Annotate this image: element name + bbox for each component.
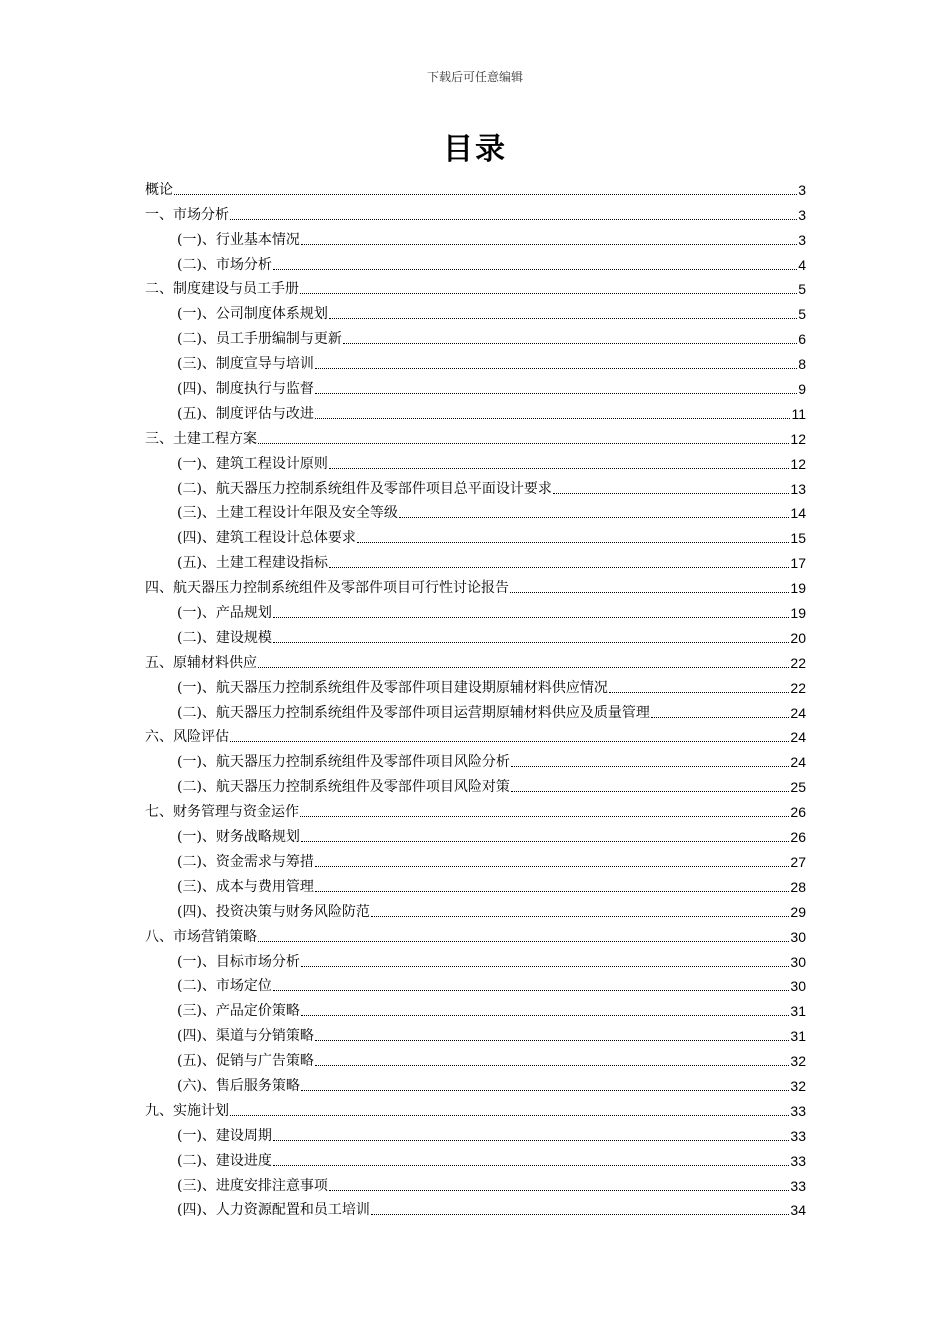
toc-entry[interactable] (145, 771, 806, 796)
toc-entry-title: (一)、目标市场分析 (177, 953, 300, 970)
toc-entry-title: 四、航天器压力控制系统组件及零部件项目可行性讨论报告 (145, 580, 509, 597)
dot-leader (273, 1165, 789, 1166)
toc-entry-title: (二)、航天器压力控制系统组件及零部件项目总平面设计要求 (177, 480, 552, 497)
toc-entry[interactable] (145, 995, 806, 1020)
toc-entry[interactable] (145, 1195, 806, 1220)
dot-leader (371, 916, 789, 917)
dot-leader (315, 891, 789, 892)
dot-leader (301, 1090, 789, 1091)
toc-entry-page-number: 8 (798, 356, 806, 373)
toc-entry-title: (三)、制度宣导与培训 (177, 356, 314, 373)
toc-entry-title: (五)、促销与广告策略 (177, 1053, 314, 1070)
toc-entry-page-number: 12 (790, 455, 806, 472)
toc-entry[interactable] (145, 1070, 806, 1095)
toc-entry[interactable] (145, 348, 806, 373)
toc-entry[interactable] (145, 796, 806, 821)
dot-leader (273, 990, 789, 991)
dot-leader (273, 269, 797, 270)
toc-entry-title: 七、财务管理与资金运作 (145, 804, 299, 821)
toc-entry[interactable] (145, 1045, 806, 1070)
dot-leader (300, 816, 789, 817)
toc-entry-page-number: 24 (790, 754, 806, 771)
dot-leader (301, 966, 789, 967)
dot-leader (174, 194, 797, 195)
toc-entry-page-number: 12 (790, 430, 806, 447)
dot-leader (273, 1140, 789, 1141)
toc-entry[interactable] (145, 1120, 806, 1145)
toc-entry[interactable] (145, 821, 806, 846)
toc-entry[interactable] (145, 672, 806, 697)
toc-entry-title: (一)、公司制度体系规划 (177, 306, 328, 323)
toc-entry-page-number: 30 (790, 953, 806, 970)
dot-leader (609, 692, 789, 693)
toc-entry-page-number: 14 (790, 505, 806, 522)
toc-entry-page-number: 6 (798, 331, 806, 348)
toc-entry[interactable] (145, 547, 806, 572)
toc-entry-title: (一)、行业基本情况 (177, 231, 300, 248)
page-header: 下载后可任意编辑 (426, 70, 523, 84)
toc-entry-title: (三)、产品定价策略 (177, 1003, 300, 1020)
toc-entry-page-number: 15 (790, 530, 806, 547)
dot-leader (511, 791, 789, 792)
toc-entry-title: (一)、产品规划 (177, 605, 272, 622)
toc-entry-title: (五)、制度评估与改进 (177, 405, 314, 422)
dot-leader (399, 517, 789, 518)
toc-entry-title: (一)、航天器压力控制系统组件及零部件项目建设期原辅材料供应情况 (177, 679, 608, 696)
dot-leader (315, 393, 797, 394)
toc-entry-title: 三、土建工程方案 (145, 430, 257, 447)
dot-leader (273, 617, 789, 618)
toc-entry-page-number: 3 (798, 206, 806, 223)
table-of-contents (145, 174, 806, 1219)
toc-entry-page-number: 24 (790, 729, 806, 746)
dot-leader (301, 841, 789, 842)
toc-entry-title: (四)、渠道与分销策略 (177, 1028, 314, 1045)
toc-entry-title: (二)、市场分析 (177, 256, 272, 273)
dot-leader (343, 343, 797, 344)
toc-entry-title: (二)、建设进度 (177, 1152, 272, 1169)
dot-leader (329, 318, 797, 319)
dot-leader (230, 219, 797, 220)
toc-entry[interactable] (145, 373, 806, 398)
toc-entry[interactable] (145, 522, 806, 547)
dot-leader (329, 567, 789, 568)
dot-leader (329, 1190, 789, 1191)
toc-entry[interactable] (145, 1020, 806, 1045)
toc-entry[interactable] (145, 423, 806, 448)
toc-entry-title: 二、制度建设与员工手册 (145, 281, 299, 298)
toc-entry-title: 六、风险评估 (145, 729, 229, 746)
toc-entry-title: (四)、投资决策与财务风险防范 (177, 903, 370, 920)
toc-entry[interactable] (145, 946, 806, 971)
dot-leader (511, 766, 789, 767)
dot-leader (273, 642, 789, 643)
toc-entry[interactable] (145, 722, 806, 747)
dot-leader (371, 1214, 789, 1215)
toc-entry-page-number: 33 (790, 1102, 806, 1119)
toc-entry-page-number: 33 (790, 1177, 806, 1194)
toc-entry-page-number: 9 (798, 381, 806, 398)
toc-entry-title: (二)、航天器压力控制系统组件及零部件项目风险对策 (177, 779, 510, 796)
toc-entry[interactable] (145, 298, 806, 323)
toc-entry-page-number: 5 (798, 306, 806, 323)
toc-entry-page-number: 32 (790, 1077, 806, 1094)
toc-entry-page-number: 27 (790, 853, 806, 870)
toc-entry[interactable] (145, 572, 806, 597)
toc-entry[interactable] (145, 971, 806, 996)
dot-leader (258, 667, 789, 668)
toc-entry[interactable] (145, 597, 806, 622)
dot-leader (315, 1065, 789, 1066)
toc-entry-page-number: 34 (790, 1202, 806, 1219)
dot-leader (315, 866, 789, 867)
toc-entry[interactable] (145, 1145, 806, 1170)
toc-entry[interactable] (145, 846, 806, 871)
toc-entry-title: (二)、建设规模 (177, 629, 272, 646)
dot-leader (315, 418, 791, 419)
toc-entry[interactable] (145, 1095, 806, 1120)
toc-entry[interactable] (145, 224, 806, 249)
toc-entry-page-number: 32 (790, 1053, 806, 1070)
toc-entry[interactable] (145, 622, 806, 647)
toc-entry-page-number: 3 (798, 181, 806, 198)
toc-entry-page-number: 3 (798, 231, 806, 248)
toc-entry-page-number: 31 (790, 1028, 806, 1045)
toc-entry-title: (五)、土建工程建设指标 (177, 555, 328, 572)
toc-entry-page-number: 29 (790, 903, 806, 920)
toc-entry[interactable] (145, 896, 806, 921)
toc-entry-title: (三)、成本与费用管理 (177, 878, 314, 895)
toc-entry-title: (一)、航天器压力控制系统组件及零部件项目风险分析 (177, 754, 510, 771)
toc-entry-title: (四)、制度执行与监督 (177, 381, 314, 398)
toc-entry-page-number: 22 (790, 679, 806, 696)
toc-entry-page-number: 11 (791, 405, 806, 422)
dot-leader (230, 741, 789, 742)
toc-entry[interactable] (145, 398, 806, 423)
toc-entry-page-number: 30 (790, 928, 806, 945)
dot-leader (258, 443, 789, 444)
toc-entry-title: (二)、市场定位 (177, 978, 272, 995)
dot-leader (301, 1015, 789, 1016)
dot-leader (315, 1040, 789, 1041)
toc-entry-page-number: 22 (790, 654, 806, 671)
toc-entry-title: (一)、建筑工程设计原则 (177, 455, 328, 472)
toc-entry[interactable] (145, 746, 806, 771)
toc-entry-title: (二)、资金需求与筹措 (177, 853, 314, 870)
toc-entry[interactable] (145, 323, 806, 348)
dot-leader (301, 244, 797, 245)
toc-entry[interactable] (145, 1170, 806, 1195)
page-title: 目录 (443, 132, 507, 167)
toc-entry-page-number: 25 (790, 779, 806, 796)
toc-entry[interactable] (145, 498, 806, 523)
toc-entry-title: (三)、土建工程设计年限及安全等级 (177, 505, 398, 522)
toc-entry[interactable] (145, 199, 806, 224)
toc-entry-title: (一)、财务战略规划 (177, 829, 300, 846)
toc-entry[interactable] (145, 174, 806, 199)
dot-leader (651, 717, 790, 718)
toc-entry-title: 九、实施计划 (145, 1102, 229, 1119)
dot-leader (300, 293, 797, 294)
toc-entry-page-number: 30 (790, 978, 806, 995)
toc-entry-title: 概论 (145, 181, 173, 198)
toc-entry-title: (二)、航天器压力控制系统组件及零部件项目运营期原辅材料供应及质量管理 (177, 704, 650, 721)
toc-entry-title: (一)、建设周期 (177, 1127, 272, 1144)
toc-entry-page-number: 28 (790, 878, 806, 895)
dot-leader (510, 592, 789, 593)
toc-entry-page-number: 26 (790, 829, 806, 846)
toc-entry-title: (三)、进度安排注意事项 (177, 1177, 328, 1194)
toc-entry-page-number: 19 (790, 605, 806, 622)
toc-entry-page-number: 17 (790, 555, 806, 572)
toc-entry[interactable] (145, 647, 806, 672)
dot-leader (230, 1115, 789, 1116)
toc-entry-page-number: 5 (798, 281, 806, 298)
toc-entry[interactable] (145, 448, 806, 473)
toc-entry-page-number: 33 (790, 1152, 806, 1169)
toc-entry-title: (四)、建筑工程设计总体要求 (177, 530, 356, 547)
dot-leader (258, 941, 789, 942)
toc-entry-page-number: 33 (790, 1127, 806, 1144)
toc-entry[interactable] (145, 871, 806, 896)
dot-leader (329, 468, 789, 469)
toc-entry-page-number: 26 (790, 804, 806, 821)
toc-entry[interactable] (145, 921, 806, 946)
toc-entry[interactable] (145, 274, 806, 299)
toc-entry-page-number: 19 (790, 580, 806, 597)
toc-entry[interactable] (145, 697, 806, 722)
toc-entry-title: 八、市场营销策略 (145, 928, 257, 945)
dot-leader (315, 368, 797, 369)
toc-entry[interactable] (145, 473, 806, 498)
toc-entry[interactable] (145, 249, 806, 274)
toc-entry-page-number: 20 (790, 629, 806, 646)
toc-entry-title: (二)、员工手册编制与更新 (177, 331, 342, 348)
dot-leader (553, 493, 789, 494)
toc-entry-page-number: 31 (790, 1003, 806, 1020)
toc-entry-title: (四)、人力资源配置和员工培训 (177, 1202, 370, 1219)
toc-entry-title: 五、原辅材料供应 (145, 654, 257, 671)
toc-entry-page-number: 4 (798, 256, 806, 273)
toc-entry-title: 一、市场分析 (145, 206, 229, 223)
toc-entry-title: (六)、售后服务策略 (177, 1077, 300, 1094)
dot-leader (357, 542, 789, 543)
toc-entry-page-number: 13 (790, 480, 806, 497)
toc-entry-page-number: 24 (790, 704, 806, 721)
